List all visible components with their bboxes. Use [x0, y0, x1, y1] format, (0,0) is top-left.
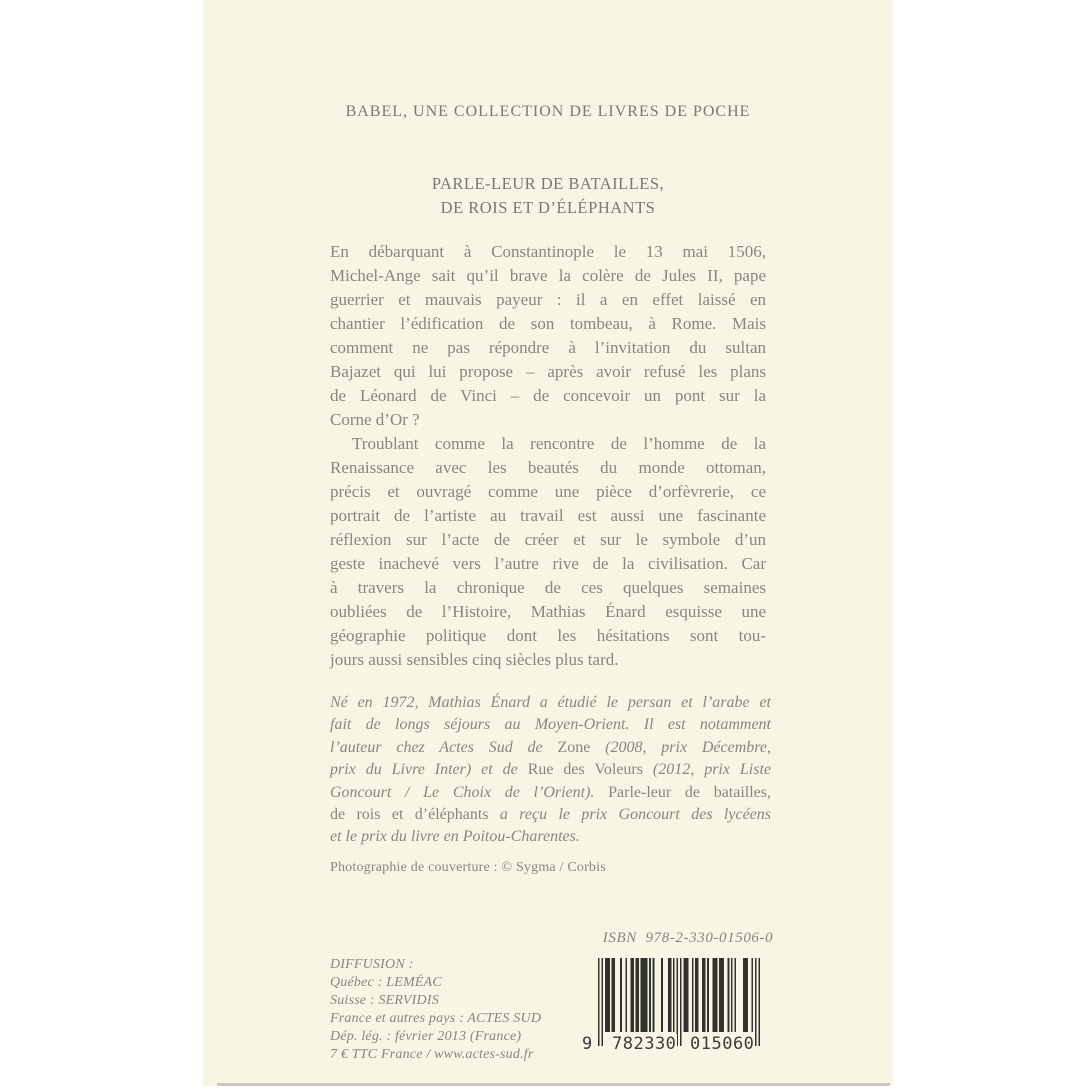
synopsis-line: oubliées de l’Histoire, Mathias Énard esquisse une — [330, 602, 766, 621]
bio-line — [330, 714, 771, 736]
bio-line — [330, 826, 771, 848]
ean13-barcode — [582, 958, 760, 1054]
book-title — [203, 172, 893, 220]
synopsis-line: En débarquant à Constantinople le 13 mai 1506, — [330, 242, 766, 261]
bio-line — [330, 692, 771, 714]
book-title-line2: DE ROIS ET D’ÉLÉPHANTS — [440, 198, 656, 217]
collection-header: BABEL, UNE COLLECTION DE LIVRES DE POCHE — [345, 103, 751, 120]
bio-line — [330, 759, 771, 781]
synopsis-line: à travers la chronique de ces quelques semaines — [330, 578, 766, 597]
distribution-line: Dép. lég. : février 2013 (France) — [330, 1029, 522, 1044]
synopsis-line: chantier l’édification de son tombeau, à Rome. Mais — [330, 314, 766, 333]
synopsis-line: Troublant comme la rencontre de l’homme de la — [352, 434, 766, 453]
distribution-line: France et autres pays : ACTES SUD — [330, 1011, 542, 1026]
synopsis-line: comment ne pas répondre à l’invitation du sultan — [330, 338, 766, 357]
author-bio — [330, 692, 771, 849]
bio-text-segment: Né en 1972, Mathias Énard a étudié le persan et l’arabe et — [330, 694, 771, 711]
cover-bottom-edge — [217, 1083, 890, 1086]
synopsis-line: Renaissance avec les beautés du monde ottoman, — [330, 458, 766, 477]
book-back-cover — [203, 0, 893, 1086]
distribution-line: Québec : LEMÉAC — [330, 975, 442, 990]
synopsis-line: réflexion sur l’acte de créer et sur le symbole d’un — [330, 530, 766, 549]
bio-text-segment: (2008, prix Décembre, — [590, 738, 772, 756]
distribution-info — [330, 956, 541, 1064]
synopsis-line: précis et ouvragé comme une pièce d’orfèvrerie, ce — [330, 482, 766, 501]
synopsis-line: Bajazet qui lui propose – après avoir refusé les plans — [330, 362, 766, 381]
bio-text-segment: l’auteur chez Actes Sud de — [330, 738, 558, 756]
book-title-roman: de rois et d’éléphants — [330, 806, 489, 824]
synopsis-line: Corne d’Or ? — [330, 410, 420, 429]
barcode-svg — [598, 958, 760, 1046]
synopsis-line: guerrier et mauvais payeur : il a en effet laissé en — [330, 290, 766, 309]
bio-text-segment: prix du Livre Inter) et de — [330, 761, 528, 779]
synopsis-line: de Léonard de Vinci – de concevoir un pont sur la — [330, 386, 766, 405]
barcode-digit-first: 9 — [582, 1034, 593, 1054]
bio-text-segment: et le prix du livre en Poitou-Charentes. — [330, 828, 580, 846]
bio-line — [330, 804, 771, 826]
barcode-digit-group2: 015060 — [690, 1034, 755, 1054]
synopsis-line: geste inachevé vers l’autre rive de la civilisation. Car — [330, 554, 766, 573]
bio-text-segment: Goncourt / Le Choix de l’Orient). — [330, 783, 609, 801]
synopsis-line: Michel-Ange sait qu’il brave la colère de Jules II, pape — [330, 266, 766, 285]
book-title-roman: Parle-leur de batailles, — [608, 783, 771, 801]
bio-text-segment: a reçu le prix Goncourt des lycéens — [488, 806, 771, 824]
synopsis-line: portrait de l’artiste au travail est aussi une fascinante — [330, 506, 766, 525]
book-title-roman: Rue des Voleurs — [527, 761, 643, 779]
barcode-digit-group1: 782330 — [612, 1034, 677, 1054]
book-title-roman: Zone — [557, 738, 591, 756]
barcode-digits — [582, 1034, 760, 1054]
bio-text-segment: fait de longs séjours au Moyen-Orient. Il est notamment — [330, 716, 771, 734]
synopsis-line: géographie politique dont les hésitations sont tou- — [330, 626, 766, 645]
distribution-line: 7 € TTC France / www.actes-sud.fr — [330, 1047, 534, 1062]
synopsis — [330, 240, 766, 672]
photo-credit: Photographie de couverture : © Sygma / Corbis — [330, 860, 606, 875]
bio-line — [330, 782, 771, 804]
bio-text-segment: (2012, prix Liste — [642, 761, 772, 779]
bio-line — [330, 737, 771, 759]
isbn-text: ISBN 978-2-330-01506-0 — [602, 930, 774, 946]
distribution-line: Suisse : SERVIDIS — [330, 993, 439, 1008]
distribution-line: DIFFUSION : — [330, 957, 414, 972]
book-title-line1: PARLE-LEUR DE BATAILLES, — [431, 174, 665, 193]
synopsis-line: jours aussi sensibles cinq siècles plus tard. — [330, 650, 619, 669]
